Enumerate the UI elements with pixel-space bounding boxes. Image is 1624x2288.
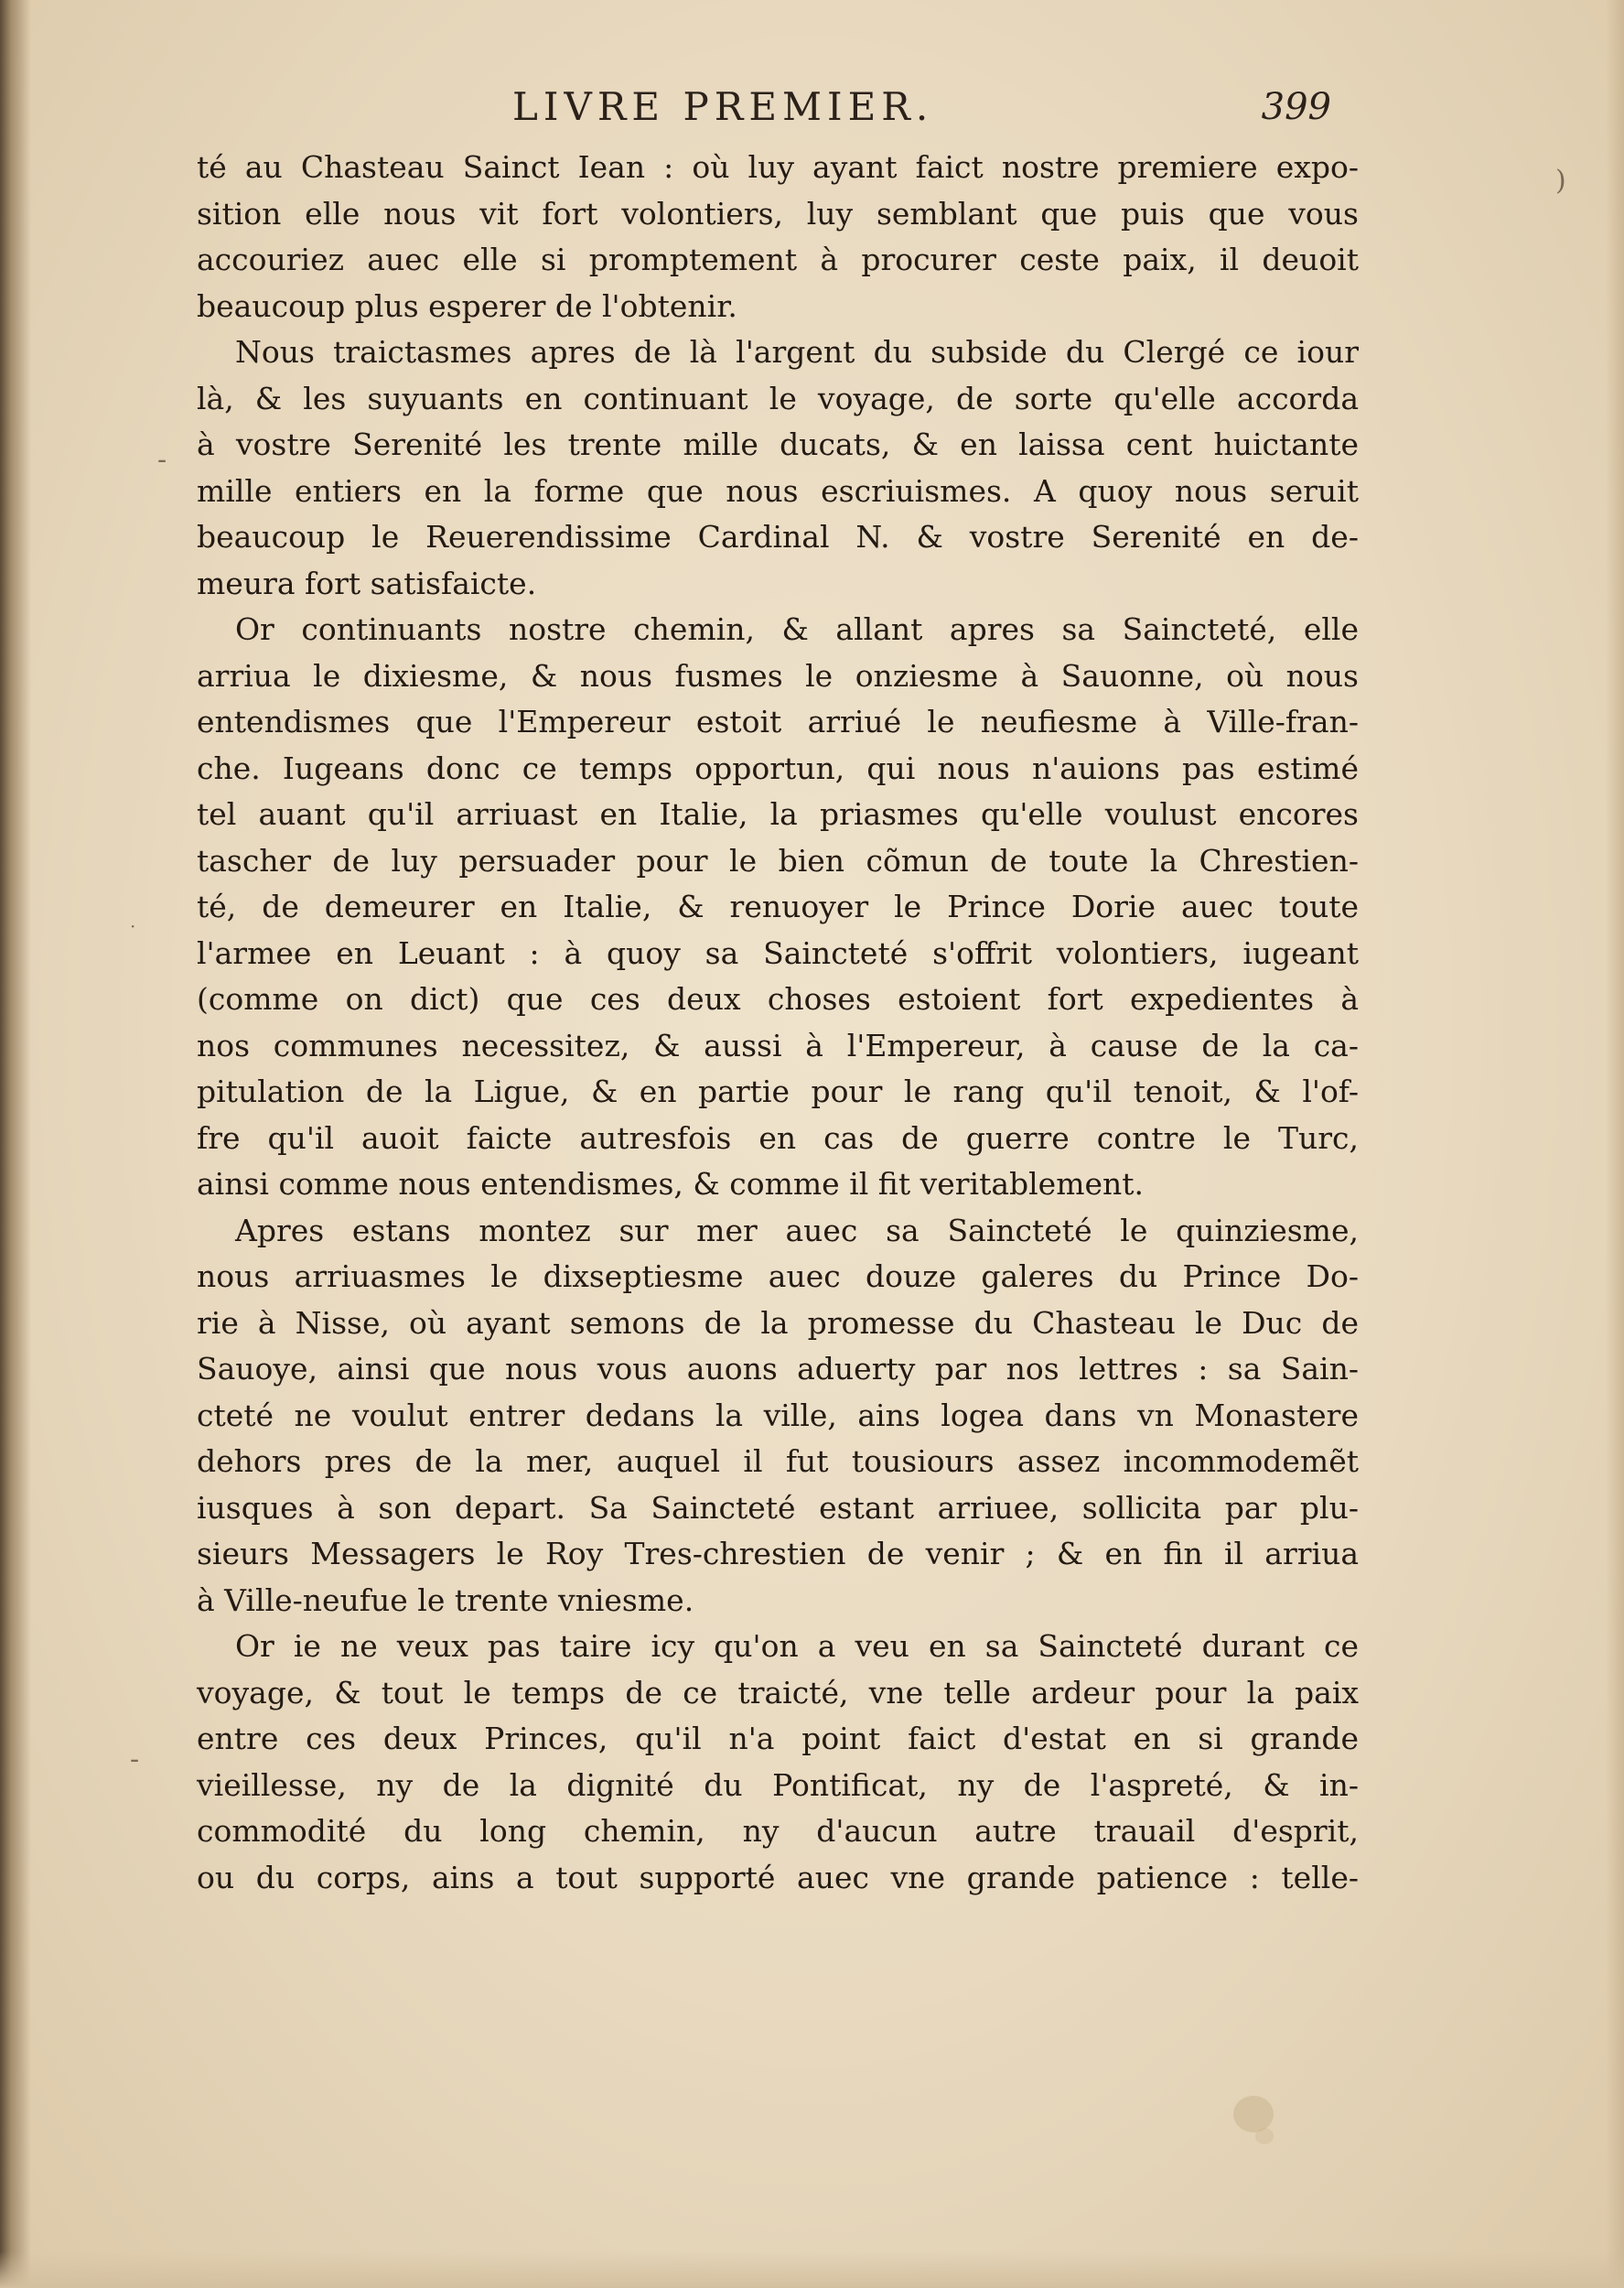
- page-bottom-shade: [0, 2251, 1624, 2288]
- text-line: rie à Nisse, où ayant semons de la promesse du Chasteau le Duc de: [197, 1304, 1359, 1341]
- margin-mark: ·: [130, 915, 136, 937]
- text-line: Nous traictasmes apres de là l'argent du subside du Clergé ce iour: [235, 334, 1359, 370]
- text-line: sieurs Messagers le Roy Tres-chrestien de venir ; & en fin il arriua: [197, 1536, 1359, 1571]
- page-edge-shadow: [1606, 0, 1624, 2288]
- page-number: 399: [1261, 86, 1331, 128]
- margin-mark: -: [130, 1743, 140, 1775]
- text-line: ainsi comme nous entendismes, & comme il fit veritablement.: [197, 1166, 1145, 1202]
- body-text: [197, 145, 1359, 1901]
- text-line: tascher de luy persuader pour le bien cõmun de toute la Chrestien-: [197, 842, 1359, 879]
- text-line: meura fort satisfaicte.: [197, 565, 537, 601]
- text-line: Or continuants nostre chemin, & allant apres sa Saincteté, elle: [235, 611, 1359, 647]
- text-line: Or ie ne veux pas taire icy qu'on a veu en sa Saincteté durant ce: [235, 1628, 1359, 1664]
- paper-stain: [1255, 2128, 1274, 2144]
- text-line: pitulation de la Ligue, & en partie pour le rang qu'il tenoit, & l'of-: [197, 1074, 1359, 1109]
- text-line: commodité du long chemin, ny d'aucun autre trauail d'esprit,: [197, 1813, 1359, 1849]
- text-line: à Ville-neufue le trente vniesme.: [197, 1581, 694, 1618]
- paper-stain: [1233, 2096, 1274, 2132]
- text-line: vieillesse, ny de la dignité du Pontificat, ny de l'aspreté, & in-: [197, 1766, 1359, 1803]
- text-line: fre qu'il auoit faicte autresfois en cas de guerre contre le Turc,: [197, 1119, 1359, 1156]
- text-line: Apres estans montez sur mer auec sa Saincteté le quinziesme,: [235, 1212, 1359, 1248]
- text-line: mille entiers en la forme que nous escriuismes. A quoy nous seruit: [197, 472, 1359, 509]
- text-line: té au Chasteau Sainct Iean : où luy ayant faict nostre premiere expo-: [197, 149, 1359, 185]
- text-line: che. Iugeans donc ce temps opportun, qui nous n'auions pas estimé: [197, 750, 1359, 786]
- text-line: arriua le dixiesme, & nous fusmes le onziesme à Sauonne, où nous: [197, 657, 1359, 694]
- text-line: beaucoup le Reuerendissime Cardinal N. & vostre Serenité en de-: [197, 519, 1359, 555]
- text-line: (comme on dict) que ces deux choses estoient fort expedientes à: [197, 981, 1359, 1017]
- text-line: sition elle nous vit fort volontiers, luy semblant que puis que vous: [197, 195, 1359, 232]
- text-line: ou du corps, ains a tout supporté auec vne grande patience : telle-: [197, 1859, 1359, 1895]
- margin-mark: ): [1555, 165, 1566, 197]
- margin-mark: -: [157, 444, 167, 476]
- text-line: entre ces deux Princes, qu'il n'a point faict d'estat en si grande: [197, 1721, 1359, 1756]
- text-line: à vostre Serenité les trente mille ducats, & en laissa cent huictante: [197, 426, 1359, 462]
- text-line: entendismes que l'Empereur estoit arriué le neufiesme à Ville-fran-: [197, 704, 1359, 739]
- text-line: cteté ne voulut entrer dedans la ville, ains logea dans vn Monastere: [197, 1397, 1359, 1433]
- text-line: accouriez auec elle si promptement à procurer ceste paix, il deuoit: [197, 242, 1359, 277]
- binding-shadow: [0, 0, 31, 2288]
- text-line: dehors pres de la mer, auquel il fut tousiours assez incommodemẽt: [197, 1443, 1359, 1479]
- text-line: là, & les suyuants en continuant le voyage, de sorte qu'elle accorda: [197, 380, 1359, 416]
- text-line: Sauoye, ainsi que nous vous auons aduerty par nos lettres : sa Sain-: [197, 1351, 1359, 1387]
- text-line: tel auant qu'il arriuast en Italie, la priasmes qu'elle voulust encores: [197, 796, 1359, 832]
- running-head: [197, 84, 1359, 139]
- running-title: LIVRE PREMIER.: [512, 84, 934, 129]
- text-line: voyage, & tout le temps de ce traicté, vne telle ardeur pour la paix: [197, 1674, 1359, 1711]
- text-line: iusques à son depart. Sa Saincteté estant arriuee, sollicita par plu-: [197, 1489, 1359, 1526]
- text-line: nos communes necessitez, & aussi à l'Empereur, à cause de la ca-: [197, 1027, 1359, 1063]
- text-line: l'armee en Leuant : à quoy sa Saincteté s'offrit volontiers, iugeant: [197, 934, 1359, 971]
- text-line: beaucoup plus esperer de l'obtenir.: [197, 287, 737, 324]
- text-line: nous arriuasmes le dixseptiesme auec douze galeres du Prince Do-: [197, 1258, 1359, 1294]
- text-line: té, de demeurer en Italie, & renuoyer le Prince Dorie auec toute: [197, 889, 1359, 924]
